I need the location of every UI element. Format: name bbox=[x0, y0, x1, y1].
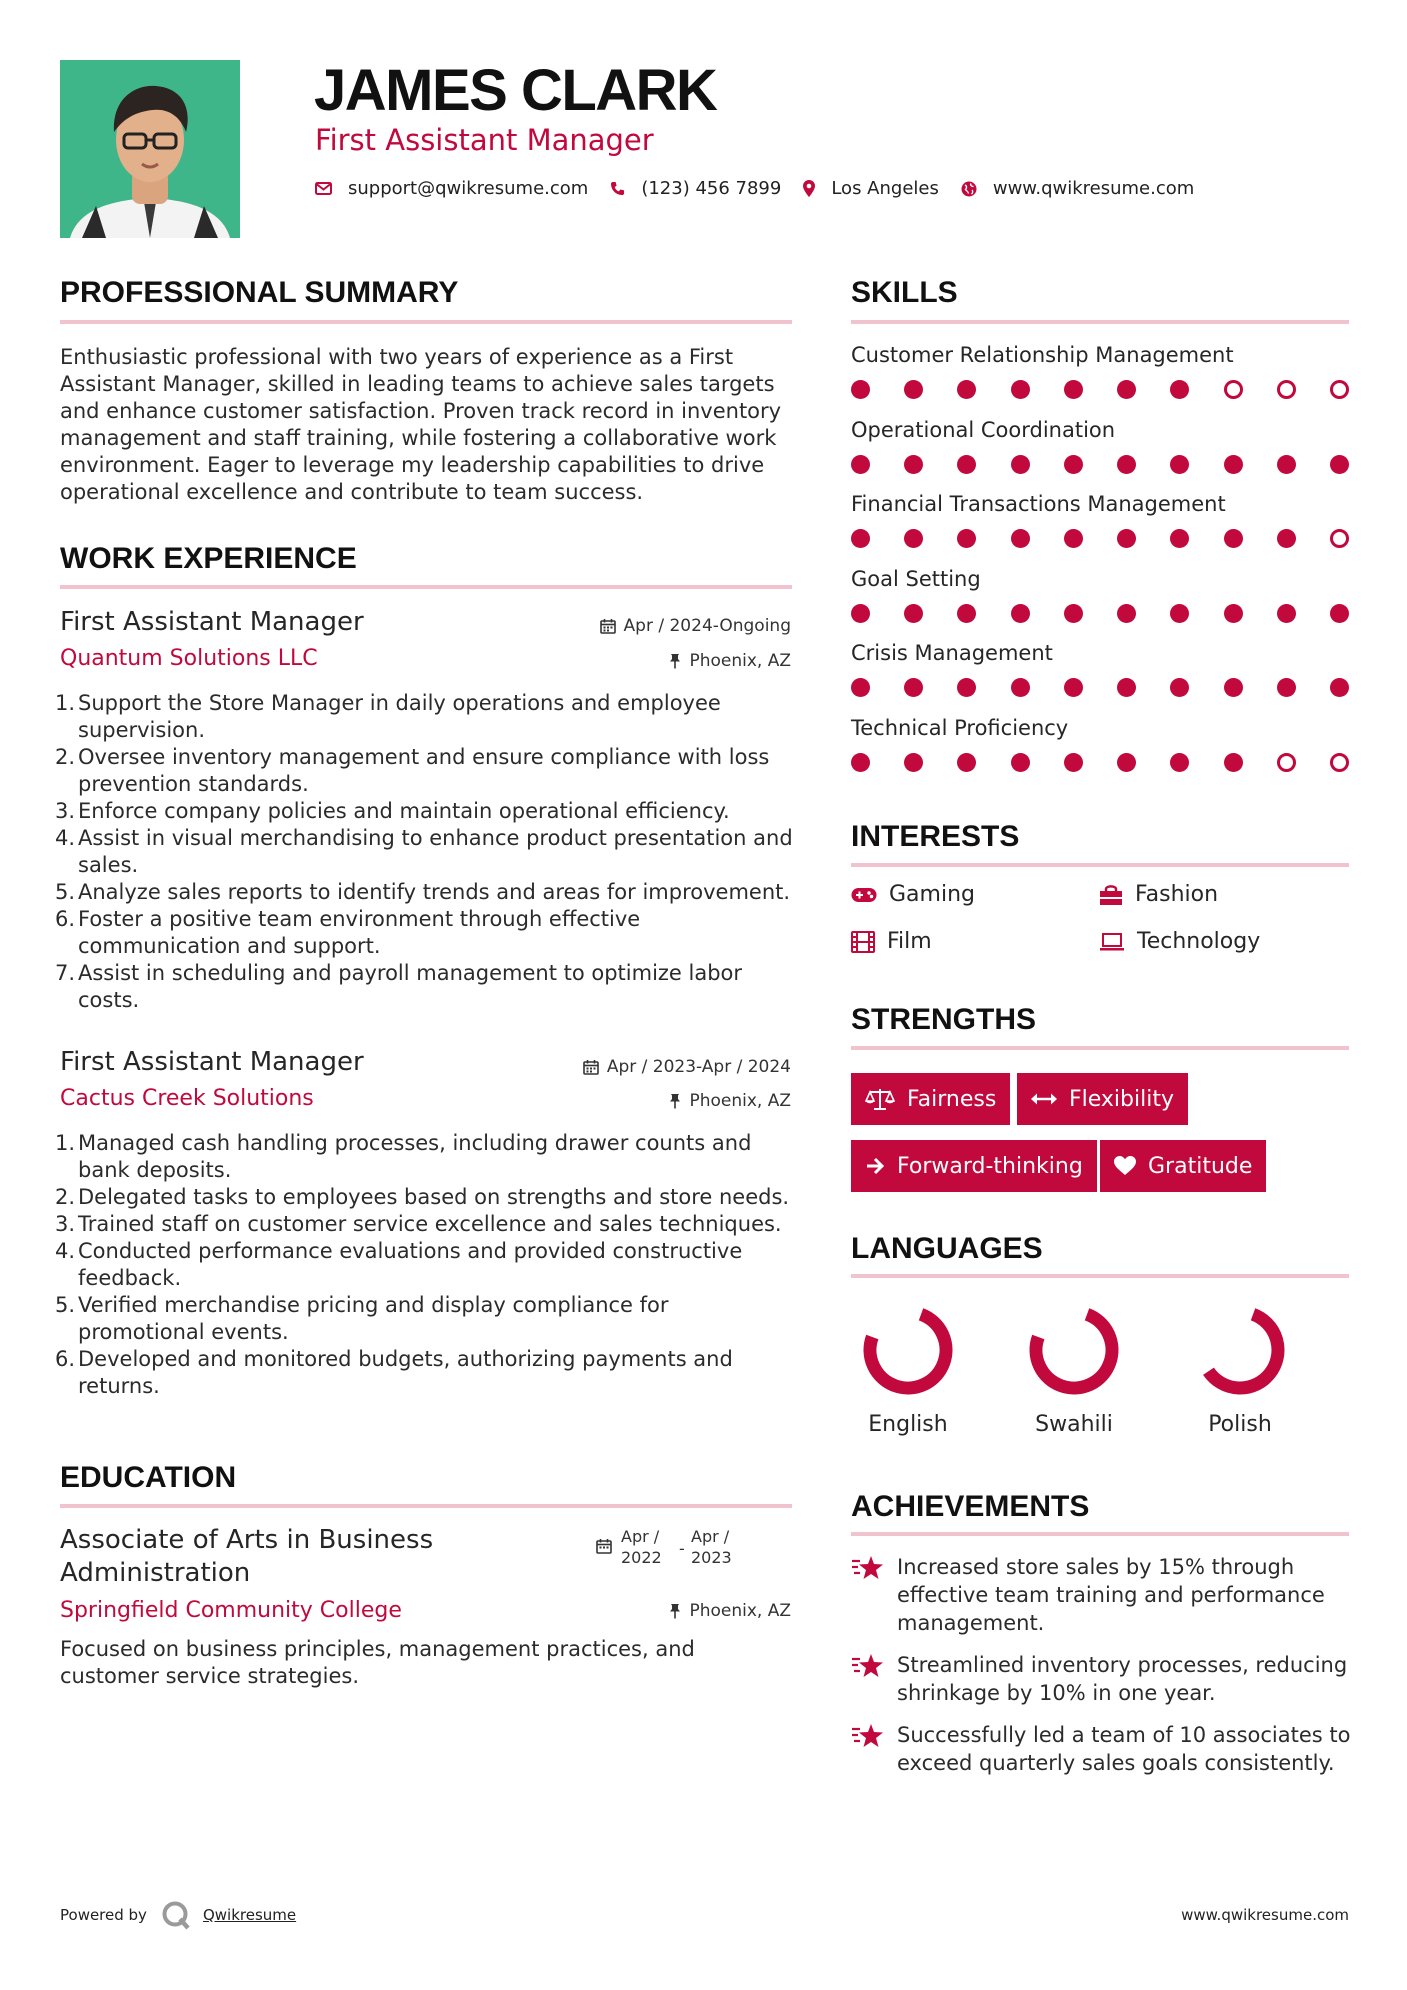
balance-scale-icon bbox=[865, 1087, 895, 1111]
rating-dot-filled bbox=[957, 678, 976, 697]
rating-dot-filled bbox=[957, 753, 976, 772]
interest-fashion: Fashion bbox=[1099, 882, 1218, 907]
contact-bar bbox=[315, 178, 1194, 199]
rating-dot-filled bbox=[1064, 455, 1083, 474]
list-item: 2. Oversee inventory management and ensure compliance with loss prevention standards. bbox=[55, 745, 770, 796]
strength-flexibility-badge: Flexibility bbox=[1017, 1073, 1188, 1125]
rating-dot-filled bbox=[1224, 455, 1243, 474]
website-text: www.qwikresume.com bbox=[992, 178, 1195, 199]
phone-icon bbox=[610, 181, 625, 196]
summary-text: Enthusiastic professional with two years of experience as a First Assistant Manager, skilled in leading teams to achieve sales targets and enhance customer satisfaction. Proven track record in inventory management and staff training, while fostering a collaborative work environment. Eager to leverage my leadership capabilities to drive operational excellence and contribute to team success. bbox=[60, 345, 782, 504]
rating-dot-filled bbox=[1224, 604, 1243, 623]
skill-name: Crisis Management bbox=[851, 641, 1053, 666]
job-location bbox=[669, 1091, 791, 1111]
rating-dot-filled bbox=[1330, 604, 1349, 623]
language-name: English bbox=[868, 1412, 948, 1437]
rating-dot-filled bbox=[1117, 678, 1136, 697]
achievement-item: Increased store sales by 15% through effective team training and performance management. bbox=[851, 1553, 1361, 1637]
job-title: First Assistant Manager bbox=[60, 1047, 364, 1077]
rating-dot-filled bbox=[1277, 678, 1296, 697]
skill-rating bbox=[851, 753, 1349, 773]
achievement-item: Streamlined inventory processes, reducing shrinkage by 10% in one year. bbox=[851, 1651, 1361, 1707]
rating-dot-filled bbox=[1117, 455, 1136, 474]
achievements-heading: ACHIEVEMENTS bbox=[851, 1490, 1090, 1523]
candidate-title: First Assistant Manager bbox=[315, 123, 654, 157]
rating-dot-filled bbox=[1170, 455, 1189, 474]
rating-dot-filled bbox=[1170, 753, 1189, 772]
job-duties-list bbox=[55, 1130, 795, 1400]
shopping-bag-icon bbox=[1099, 884, 1123, 906]
strength-forward-thinking-badge: Forward-thinking bbox=[851, 1140, 1097, 1192]
job-location bbox=[669, 651, 791, 671]
gamepad-icon bbox=[851, 887, 877, 903]
strength-gratitude-badge: Gratitude bbox=[1100, 1140, 1266, 1192]
skill-rating bbox=[851, 455, 1349, 475]
rating-dot-filled bbox=[1064, 529, 1083, 548]
rating-dot-filled bbox=[851, 529, 870, 548]
contact-email[interactable] bbox=[315, 178, 588, 199]
skills-heading: SKILLS bbox=[851, 276, 958, 309]
laptop-icon bbox=[1099, 932, 1125, 952]
rating-dot-empty bbox=[1330, 529, 1349, 548]
strengths-divider bbox=[851, 1046, 1349, 1050]
achievements-divider bbox=[851, 1532, 1349, 1536]
calendar-icon bbox=[583, 1059, 599, 1075]
interests-divider bbox=[851, 863, 1349, 867]
languages-divider bbox=[851, 1274, 1349, 1278]
skill-rating bbox=[851, 380, 1349, 400]
languages-heading: LANGUAGES bbox=[851, 1232, 1043, 1265]
rating-dot-filled bbox=[1330, 678, 1349, 697]
skill-name: Operational Coordination bbox=[851, 417, 1116, 442]
rating-dot-filled bbox=[904, 455, 923, 474]
job-duties-list bbox=[55, 690, 795, 1014]
list-item: 4. Conducted performance evaluations and provided constructive feedback. bbox=[55, 1239, 743, 1290]
job-company: Quantum Solutions LLC bbox=[60, 646, 318, 671]
interest-gaming: Gaming bbox=[851, 882, 975, 907]
profile-photo bbox=[60, 60, 240, 238]
rating-dot-filled bbox=[1117, 529, 1136, 548]
arrows-horizontal-icon bbox=[1031, 1092, 1057, 1106]
experience-divider bbox=[60, 585, 792, 589]
rating-dot-filled bbox=[851, 604, 870, 623]
summary-heading: PROFESSIONAL SUMMARY bbox=[60, 276, 459, 309]
rating-dot-filled bbox=[957, 604, 976, 623]
language-proficiency-arc bbox=[1190, 1300, 1290, 1400]
job-location-text: Phoenix, AZ bbox=[689, 651, 791, 671]
envelope-icon bbox=[315, 182, 332, 195]
rating-dot-filled bbox=[1117, 380, 1136, 399]
pushpin-icon bbox=[669, 1603, 681, 1619]
rating-dot-empty bbox=[1330, 753, 1349, 772]
skill-rating bbox=[851, 678, 1349, 698]
education-dates bbox=[596, 1526, 732, 1568]
footer-website[interactable]: www.qwikresume.com bbox=[1181, 1906, 1349, 1924]
rating-dot-filled bbox=[1224, 753, 1243, 772]
shooting-star-icon bbox=[851, 1653, 885, 1679]
email-text: support@qwikresume.com bbox=[348, 178, 589, 199]
skill-name: Financial Transactions Management bbox=[851, 492, 1226, 517]
rating-dot-filled bbox=[851, 380, 870, 399]
rating-dot-filled bbox=[1064, 678, 1083, 697]
education-end-date: Apr / 2023 bbox=[691, 1527, 732, 1567]
list-item: 3. Enforce company policies and maintain operational efficiency. bbox=[55, 799, 730, 823]
language-name: Polish bbox=[1208, 1412, 1272, 1437]
rating-dot-filled bbox=[1277, 604, 1296, 623]
rating-dot-filled bbox=[1170, 529, 1189, 548]
summary-divider bbox=[60, 320, 792, 324]
skill-name: Technical Proficiency bbox=[851, 716, 1069, 740]
interest-film: Film bbox=[851, 929, 932, 954]
skill-rating bbox=[851, 604, 1349, 624]
footer-powered-by: Powered by Qwikresume bbox=[60, 1900, 296, 1930]
heart-icon bbox=[1114, 1156, 1136, 1176]
job-location-text: Phoenix, AZ bbox=[689, 1091, 791, 1111]
school-name: Springfield Community College bbox=[60, 1598, 402, 1623]
rating-dot-filled bbox=[1277, 455, 1296, 474]
language-arc-fill bbox=[1036, 1314, 1112, 1388]
list-item: 6. Foster a positive team environment through effective communication and support. bbox=[55, 907, 641, 958]
strengths-heading: STRENGTHS bbox=[851, 1003, 1037, 1036]
achievement-item: Successfully led a team of 10 associates to exceed quarterly sales goals consistently. bbox=[851, 1721, 1361, 1777]
skill-name: Goal Setting bbox=[851, 566, 981, 591]
list-item: 2. Delegated tasks to employees based on strengths and store needs. bbox=[55, 1185, 790, 1209]
rating-dot-filled bbox=[1224, 529, 1243, 548]
job-dates bbox=[600, 616, 791, 636]
rating-dot-filled bbox=[1011, 455, 1030, 474]
education-divider bbox=[60, 1504, 792, 1508]
rating-dot-filled bbox=[904, 380, 923, 399]
rating-dot-filled bbox=[1011, 380, 1030, 399]
job-dates-text: Apr / 2023-Apr / 2024 bbox=[606, 1057, 791, 1077]
person-portrait-icon bbox=[60, 60, 240, 238]
education-location bbox=[669, 1601, 791, 1621]
rating-dot-filled bbox=[1170, 604, 1189, 623]
rating-dot-filled bbox=[904, 604, 923, 623]
language-arc-fill bbox=[870, 1314, 946, 1388]
rating-dot-empty bbox=[1277, 753, 1296, 772]
language-proficiency-arc bbox=[1024, 1300, 1124, 1400]
list-item: 1. Managed cash handling processes, including drawer counts and bank deposits. bbox=[55, 1131, 752, 1182]
list-item: 7. Assist in scheduling and payroll management to optimize labor costs. bbox=[55, 961, 743, 1012]
pushpin-icon bbox=[669, 653, 681, 669]
rating-dot-empty bbox=[1330, 380, 1349, 399]
interests-heading: INTERESTS bbox=[851, 820, 1020, 853]
brand-link[interactable]: Qwikresume bbox=[202, 1906, 297, 1924]
list-item: 3. Trained staff on customer service excellence and sales techniques. bbox=[55, 1212, 782, 1236]
rating-dot-empty bbox=[1224, 380, 1243, 399]
interest-technology: Technology bbox=[1099, 929, 1260, 954]
qwikresume-logo-icon bbox=[161, 1900, 191, 1930]
rating-dot-filled bbox=[1064, 753, 1083, 772]
language-proficiency-arc bbox=[858, 1300, 958, 1400]
skill-rating bbox=[851, 529, 1349, 549]
rating-dot-filled bbox=[904, 529, 923, 548]
list-item: 6. Developed and monitored budgets, authorizing payments and returns. bbox=[55, 1347, 733, 1398]
list-item: 5. Verified merchandise pricing and display compliance for promotional events. bbox=[55, 1293, 669, 1344]
degree-title: Associate of Arts in Business Administration bbox=[60, 1525, 434, 1588]
education-heading: EDUCATION bbox=[60, 1461, 237, 1494]
rating-dot-filled bbox=[851, 678, 870, 697]
globe-icon bbox=[961, 181, 977, 197]
rating-dot-filled bbox=[957, 455, 976, 474]
rating-dot-filled bbox=[1117, 753, 1136, 772]
list-item: 5. Analyze sales reports to identify trends and areas for improvement. bbox=[55, 880, 791, 904]
language-name: Swahili bbox=[1035, 1412, 1113, 1437]
rating-dot-filled bbox=[904, 753, 923, 772]
language-arc-fill bbox=[1208, 1314, 1278, 1388]
rating-dot-empty bbox=[1277, 380, 1296, 399]
pushpin-icon bbox=[669, 1093, 681, 1109]
film-icon bbox=[851, 931, 875, 953]
skill-name: Customer Relationship Management bbox=[851, 343, 1234, 367]
rating-dot-filled bbox=[957, 380, 976, 399]
job-title: First Assistant Manager bbox=[60, 607, 364, 637]
calendar-icon bbox=[596, 1538, 612, 1554]
contact-website[interactable] bbox=[961, 178, 1194, 199]
job-dates bbox=[583, 1057, 791, 1077]
arrow-right-icon bbox=[865, 1156, 885, 1176]
location-text: Los Angeles bbox=[831, 178, 939, 199]
rating-dot-filled bbox=[851, 455, 870, 474]
rating-dot-filled bbox=[1011, 529, 1030, 548]
rating-dot-filled bbox=[1170, 380, 1189, 399]
rating-dot-filled bbox=[1330, 455, 1349, 474]
strength-fairness-badge: Fairness bbox=[851, 1073, 1010, 1125]
rating-dot-filled bbox=[957, 529, 976, 548]
map-marker-icon bbox=[803, 180, 815, 197]
skills-divider bbox=[851, 320, 1349, 324]
list-item: 1. Support the Store Manager in daily operations and employee supervision. bbox=[55, 691, 721, 742]
job-dates-text: Apr / 2024-Ongoing bbox=[623, 616, 791, 636]
rating-dot-filled bbox=[1224, 678, 1243, 697]
contact-location bbox=[803, 178, 939, 199]
contact-phone[interactable] bbox=[610, 178, 781, 199]
education-description: Focused on business principles, management practices, and customer service strategies. bbox=[60, 1637, 695, 1688]
list-item: 4. Assist in visual merchandising to enhance product presentation and sales. bbox=[55, 826, 793, 877]
rating-dot-filled bbox=[1011, 604, 1030, 623]
candidate-name: JAMES CLARK bbox=[314, 58, 717, 123]
shooting-star-icon bbox=[851, 1723, 885, 1749]
experience-heading: WORK EXPERIENCE bbox=[60, 542, 357, 575]
rating-dot-filled bbox=[1117, 604, 1136, 623]
rating-dot-filled bbox=[1064, 604, 1083, 623]
date-separator: - bbox=[679, 1539, 685, 1558]
rating-dot-filled bbox=[1170, 678, 1189, 697]
rating-dot-filled bbox=[1011, 753, 1030, 772]
education-location-text: Phoenix, AZ bbox=[689, 1601, 791, 1621]
shooting-star-icon bbox=[851, 1555, 885, 1581]
rating-dot-filled bbox=[1064, 380, 1083, 399]
rating-dot-filled bbox=[851, 753, 870, 772]
rating-dot-filled bbox=[904, 678, 923, 697]
job-company: Cactus Creek Solutions bbox=[60, 1086, 314, 1111]
rating-dot-filled bbox=[1011, 678, 1030, 697]
phone-text: (123) 456 7899 bbox=[641, 178, 782, 199]
rating-dot-filled bbox=[1277, 529, 1296, 548]
calendar-icon bbox=[600, 618, 616, 634]
education-start-date: Apr / 2022 bbox=[621, 1527, 662, 1567]
